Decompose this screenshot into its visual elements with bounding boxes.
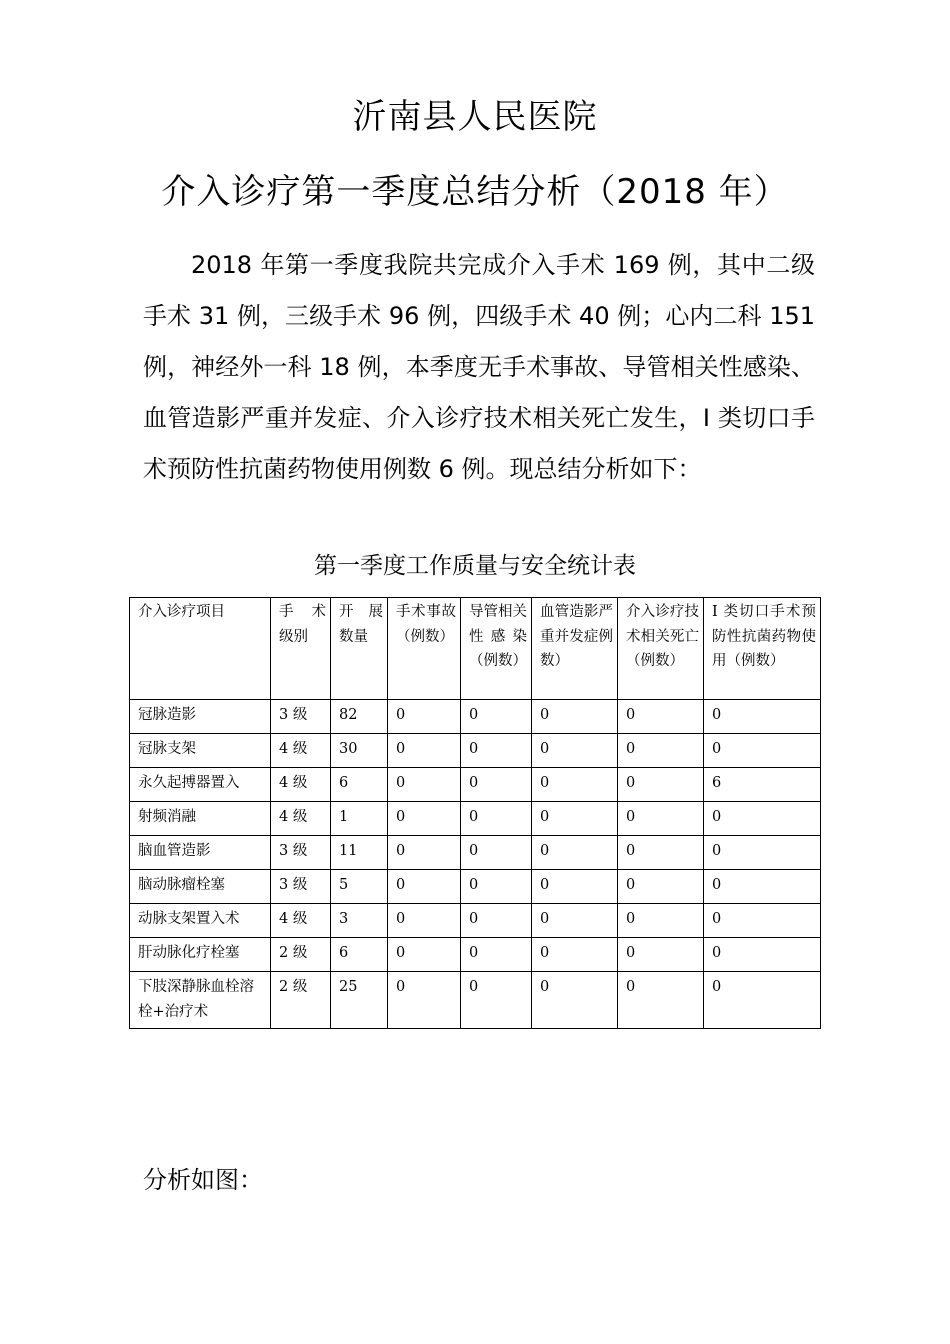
cell-catheter-infection: 0: [461, 938, 532, 972]
table-row: [130, 904, 821, 938]
cell-catheter-infection: 0: [461, 768, 532, 802]
cell-related-deaths: 0: [618, 972, 704, 1029]
cell-angiography-complications: 0: [532, 904, 618, 938]
cell-count: 5: [331, 870, 388, 904]
cell-antibiotic-use: 0: [704, 938, 821, 972]
cell-level: 4 级: [271, 734, 331, 768]
column-header-antibiotic-use: I 类切口手术预防性抗菌药物使用（例数）: [704, 598, 821, 700]
column-header-count: 开 展数量: [331, 598, 388, 700]
cell-angiography-complications: 0: [532, 768, 618, 802]
summary-paragraph: 2018 年第一季度我院共完成介入手术 169 例，其中二级手术 31 例，三级手术 96 例，四级手术 40 例；心内二科 151 例，神经外一科 18 例，本季度无手术事故、导管相关性感染、血管造影严重并发症、介入诊疗技术相关死亡发生，I 类切口手术预防性抗菌药物使用例数 6 例。现总结分析如下：: [143, 251, 815, 483]
table-row: [130, 870, 821, 904]
cell-accidents: 0: [388, 938, 461, 972]
cell-antibiotic-use: 0: [704, 904, 821, 938]
cell-count: 3: [331, 904, 388, 938]
cell-accidents: 0: [388, 972, 461, 1029]
cell-related-deaths: 0: [618, 700, 704, 734]
cell-catheter-infection: 0: [461, 870, 532, 904]
cell-level: 2 级: [271, 972, 331, 1029]
cell-related-deaths: 0: [618, 938, 704, 972]
cell-angiography-complications: 0: [532, 802, 618, 836]
column-header-catheter-infection: 导管相关性感染（例数）: [461, 598, 532, 700]
cell-accidents: 0: [388, 768, 461, 802]
cell-catheter-infection: 0: [461, 802, 532, 836]
table-row: [130, 836, 821, 870]
cell-related-deaths: 0: [618, 802, 704, 836]
column-header-level: 手 术级别: [271, 598, 331, 700]
cell-angiography-complications: 0: [532, 734, 618, 768]
cell-catheter-infection: 0: [461, 904, 532, 938]
cell-antibiotic-use: 0: [704, 972, 821, 1029]
table-row: [130, 802, 821, 836]
cell-accidents: 0: [388, 870, 461, 904]
cell-angiography-complications: 0: [532, 870, 618, 904]
cell-project: 射频消融: [130, 802, 271, 836]
cell-project: 下肢深静脉血栓溶栓+治疗术: [130, 972, 271, 1029]
cell-antibiotic-use: 0: [704, 836, 821, 870]
cell-project: 动脉支架置入术: [130, 904, 271, 938]
column-header-accidents: 手术事故（例数）: [388, 598, 461, 700]
cell-count: 6: [331, 768, 388, 802]
cell-level: 3 级: [271, 870, 331, 904]
cell-antibiotic-use: 0: [704, 734, 821, 768]
statistics-table: [129, 597, 821, 1029]
cell-antibiotic-use: 0: [704, 870, 821, 904]
cell-level: 4 级: [271, 768, 331, 802]
table-row: [130, 700, 821, 734]
cell-accidents: 0: [388, 904, 461, 938]
column-header-angiography-complications: 血管造影严重并发症例数）: [532, 598, 618, 700]
cell-project: 肝动脉化疗栓塞: [130, 938, 271, 972]
cell-level: 3 级: [271, 700, 331, 734]
cell-accidents: 0: [388, 734, 461, 768]
cell-angiography-complications: 0: [532, 938, 618, 972]
cell-antibiotic-use: 0: [704, 700, 821, 734]
cell-catheter-infection: 0: [461, 836, 532, 870]
cell-accidents: 0: [388, 700, 461, 734]
cell-accidents: 0: [388, 802, 461, 836]
cell-related-deaths: 0: [618, 734, 704, 768]
table-row: [130, 938, 821, 972]
hospital-name: 沂南县人民医院: [352, 97, 598, 137]
cell-level: 3 级: [271, 836, 331, 870]
cell-project: 脑动脉瘤栓塞: [130, 870, 271, 904]
table-row: [130, 734, 821, 768]
column-header-project: 介入诊疗项目: [130, 598, 271, 700]
table-row: [130, 768, 821, 802]
cell-project: 冠脉支架: [130, 734, 271, 768]
cell-accidents: 0: [388, 836, 461, 870]
analysis-label: 分析如图：: [143, 1166, 263, 1194]
table-title: 第一季度工作质量与安全统计表: [314, 553, 636, 579]
cell-antibiotic-use: 0: [704, 802, 821, 836]
cell-project: 永久起搏器置入: [130, 768, 271, 802]
cell-level: 2 级: [271, 938, 331, 972]
column-header-related-deaths: 介入诊疗技术相关死亡（例数）: [618, 598, 704, 700]
cell-count: 30: [331, 734, 388, 768]
cell-project: 冠脉造影: [130, 700, 271, 734]
cell-count: 11: [331, 836, 388, 870]
cell-catheter-infection: 0: [461, 972, 532, 1029]
cell-related-deaths: 0: [618, 870, 704, 904]
cell-catheter-infection: 0: [461, 700, 532, 734]
cell-related-deaths: 0: [618, 768, 704, 802]
table-row: [130, 972, 821, 1029]
cell-related-deaths: 0: [618, 836, 704, 870]
cell-project: 脑血管造影: [130, 836, 271, 870]
cell-count: 82: [331, 700, 388, 734]
cell-angiography-complications: 0: [532, 836, 618, 870]
table-header-row: [130, 598, 821, 700]
cell-count: 6: [331, 938, 388, 972]
cell-catheter-infection: 0: [461, 734, 532, 768]
cell-level: 4 级: [271, 802, 331, 836]
cell-angiography-complications: 0: [532, 972, 618, 1029]
cell-count: 1: [331, 802, 388, 836]
document-title: 介入诊疗第一季度总结分析（2018 年）: [161, 172, 789, 212]
cell-antibiotic-use: 6: [704, 768, 821, 802]
cell-level: 4 级: [271, 904, 331, 938]
cell-count: 25: [331, 972, 388, 1029]
cell-related-deaths: 0: [618, 904, 704, 938]
cell-angiography-complications: 0: [532, 700, 618, 734]
